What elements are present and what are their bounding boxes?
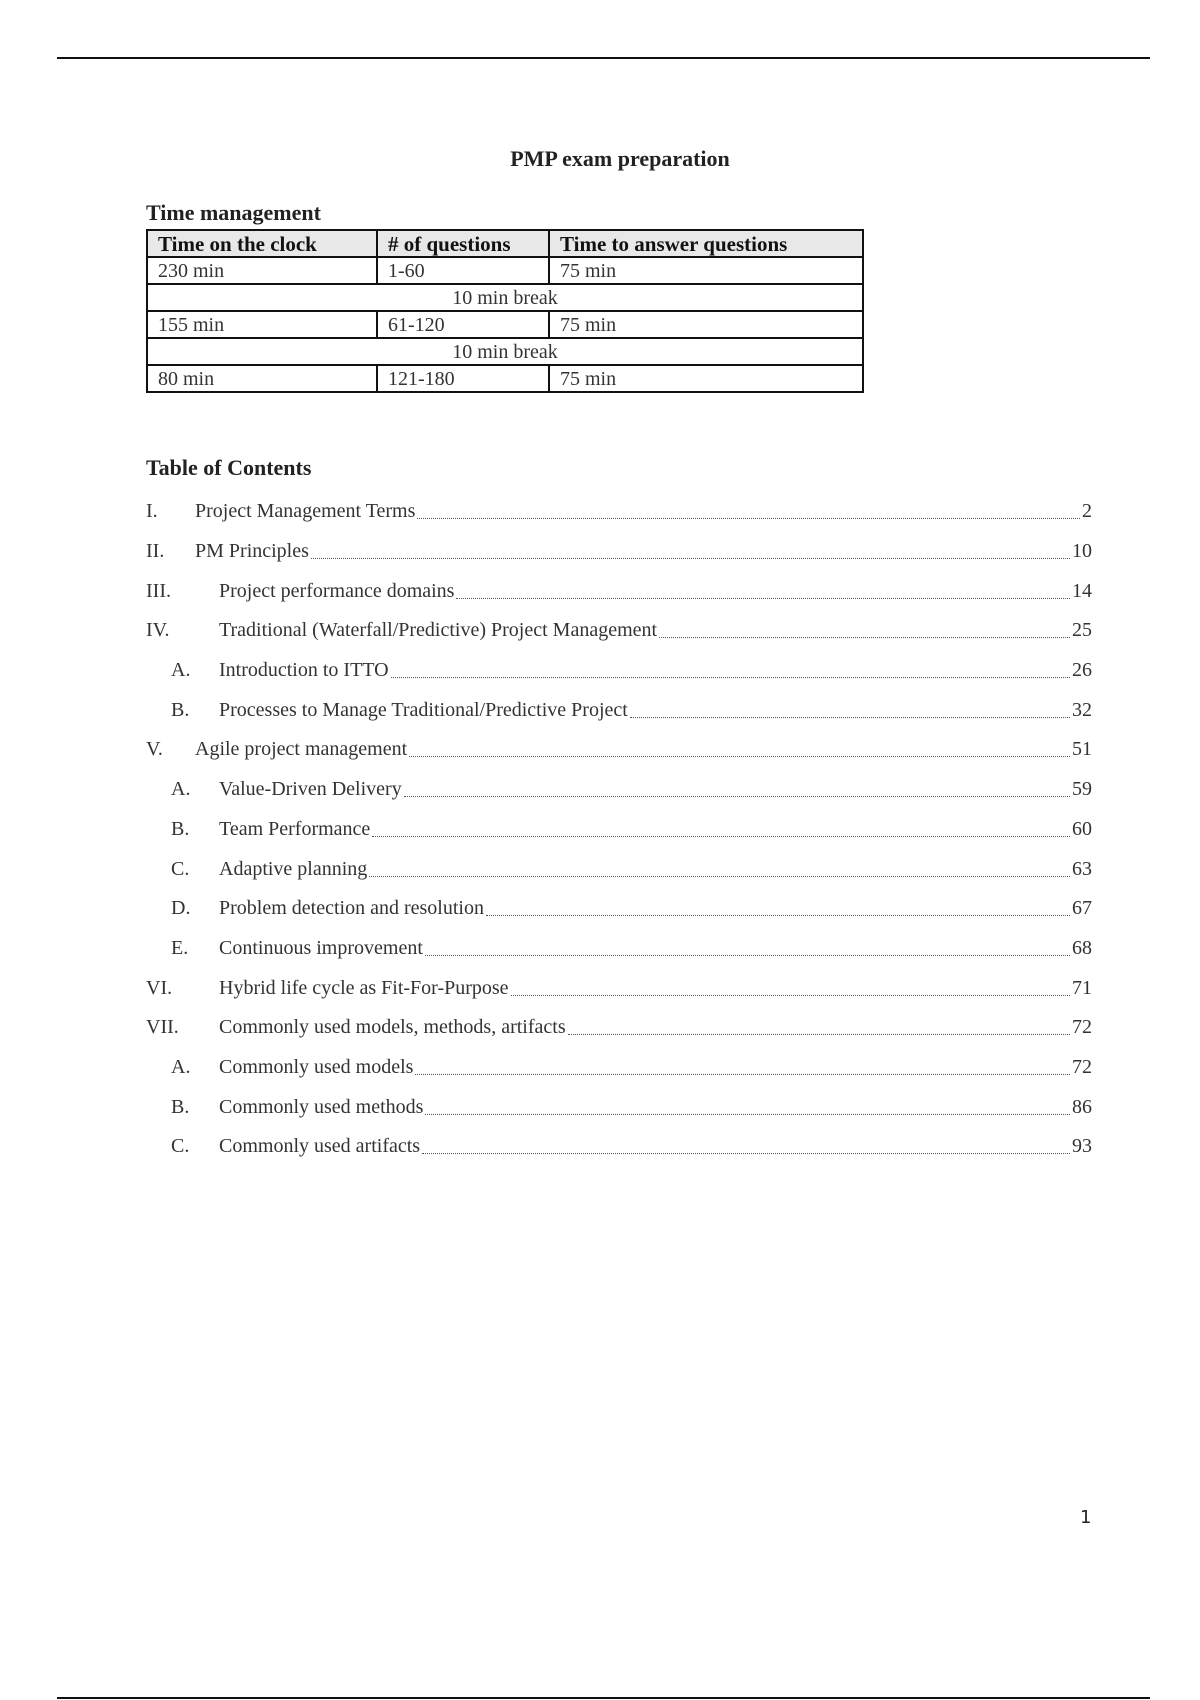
toc-entry-page: 60 [1072, 817, 1092, 840]
cell-time: 75 min [549, 257, 863, 284]
toc-leader-dots [369, 862, 1070, 877]
toc-leader-dots [391, 663, 1070, 678]
cell-time: 75 min [549, 311, 863, 338]
header-rule [57, 57, 1150, 59]
time-management-heading: Time management [146, 200, 321, 225]
toc-leader-dots [456, 584, 1070, 599]
cell-questions: 121-180 [377, 365, 549, 392]
column-header: # of questions [377, 230, 549, 257]
toc-entry-number: B. [171, 817, 190, 840]
toc-entry-title: Hybrid life cycle as Fit-For-Purpose [219, 976, 509, 999]
column-header: Time on the clock [147, 230, 377, 257]
toc-leader-dots [311, 544, 1070, 559]
toc-entry[interactable] [146, 1127, 1092, 1167]
toc-entry-number: V. [146, 738, 163, 761]
toc-entry-page: 72 [1072, 1055, 1092, 1078]
toc-entry-title: Continuous improvement [219, 936, 423, 959]
toc-entry-title: Project Management Terms [195, 500, 416, 523]
toc-entry[interactable] [146, 770, 1092, 810]
toc-entry[interactable] [146, 730, 1092, 770]
toc-entry-title: Value-Driven Delivery [219, 778, 402, 801]
toc-entry-number: I. [146, 500, 158, 523]
toc-entry-title: Commonly used methods [219, 1095, 424, 1118]
toc-entry[interactable] [146, 968, 1092, 1008]
toc-entry[interactable] [146, 810, 1092, 850]
cell-clock: 155 min [147, 311, 377, 338]
toc-entry-number: D. [171, 897, 191, 920]
toc-leader-dots [486, 901, 1070, 916]
toc-leader-dots [511, 981, 1070, 996]
toc-entry[interactable] [146, 1048, 1092, 1088]
toc-entry-page: 68 [1072, 936, 1092, 959]
toc-entry-number: VII. [146, 1016, 179, 1039]
table-header-row [147, 230, 863, 257]
toc-entry-title: Commonly used models [219, 1055, 414, 1078]
page-number: 1 [1080, 1507, 1092, 1528]
toc-entry-number: B. [171, 698, 190, 721]
toc-entry-page: 51 [1072, 738, 1092, 761]
table-row-break [147, 284, 863, 311]
toc-heading: Table of Contents [146, 455, 312, 480]
toc-entry-page: 2 [1082, 500, 1092, 523]
cell-time: 75 min [549, 365, 863, 392]
cell-clock: 230 min [147, 257, 377, 284]
toc-leader-dots [415, 1060, 1070, 1075]
toc-entry[interactable] [146, 849, 1092, 889]
table-row [147, 311, 863, 338]
toc-entry-page: 67 [1072, 897, 1092, 920]
toc-leader-dots [425, 1100, 1070, 1115]
toc-entry-number: IV. [146, 619, 170, 642]
toc-entry-page: 86 [1072, 1095, 1092, 1118]
toc-entry-title: Processes to Manage Traditional/Predictive Project [219, 698, 628, 721]
toc-entry-title: Traditional (Waterfall/Predictive) Project Management [219, 619, 658, 642]
toc-entry-number: C. [171, 1135, 190, 1158]
cell-clock: 80 min [147, 365, 377, 392]
toc-entry-number: VI. [146, 976, 173, 999]
toc-entry-page: 63 [1072, 857, 1092, 880]
toc-entry-title: Problem detection and resolution [219, 897, 484, 920]
toc-leader-dots [409, 742, 1070, 757]
table-of-contents [146, 492, 1092, 1167]
toc-leader-dots [568, 1020, 1070, 1035]
toc-leader-dots [417, 504, 1080, 519]
toc-entry-number: E. [171, 936, 189, 959]
toc-entry-number: A. [171, 778, 191, 801]
toc-entry-number: A. [171, 659, 191, 682]
cell-break: 10 min break [147, 284, 863, 311]
toc-entry[interactable] [146, 1087, 1092, 1127]
toc-entry-title: Adaptive planning [219, 857, 368, 880]
toc-entry[interactable] [146, 889, 1092, 929]
toc-entry-title: Agile project management [195, 738, 408, 761]
toc-entry[interactable] [146, 532, 1092, 572]
toc-entry[interactable] [146, 651, 1092, 691]
toc-entry-page: 59 [1072, 778, 1092, 801]
toc-entry-title: Introduction to ITTO [219, 659, 389, 682]
footer-rule [57, 1697, 1150, 1699]
table-row-break [147, 338, 863, 365]
toc-entry-page: 25 [1072, 619, 1092, 642]
document-title: PMP exam preparation [510, 146, 730, 171]
column-header: Time to answer questions [549, 230, 863, 257]
toc-entry-title: Team Performance [219, 817, 371, 840]
cell-break: 10 min break [147, 338, 863, 365]
toc-entry-page: 32 [1072, 698, 1092, 721]
toc-leader-dots [659, 623, 1070, 638]
toc-leader-dots [425, 941, 1070, 956]
toc-entry-number: B. [171, 1095, 190, 1118]
time-management-table [146, 229, 864, 393]
toc-entry-page: 26 [1072, 659, 1092, 682]
toc-entry-number: III. [146, 579, 171, 602]
table-row [147, 365, 863, 392]
toc-entry-page: 93 [1072, 1135, 1092, 1158]
toc-entry[interactable] [146, 492, 1092, 532]
toc-entry-title: Project performance domains [219, 579, 455, 602]
toc-entry[interactable] [146, 690, 1092, 730]
toc-entry[interactable] [146, 929, 1092, 969]
toc-entry-page: 14 [1072, 579, 1092, 602]
cell-questions: 61-120 [377, 311, 549, 338]
table-row [147, 257, 863, 284]
toc-entry-title: PM Principles [195, 540, 309, 563]
toc-entry-number: C. [171, 857, 190, 880]
toc-entry-page: 72 [1072, 1016, 1092, 1039]
toc-leader-dots [422, 1139, 1070, 1154]
toc-leader-dots [404, 782, 1070, 797]
toc-entry-number: II. [146, 540, 165, 563]
toc-entry[interactable] [146, 571, 1092, 611]
toc-entry-page: 10 [1072, 540, 1092, 563]
cell-questions: 1-60 [377, 257, 549, 284]
toc-entry[interactable] [146, 1008, 1092, 1048]
toc-entry[interactable] [146, 611, 1092, 651]
toc-leader-dots [372, 822, 1070, 837]
toc-entry-title: Commonly used artifacts [219, 1135, 421, 1158]
toc-entry-number: A. [171, 1055, 191, 1078]
toc-entry-page: 71 [1072, 976, 1092, 999]
toc-leader-dots [630, 703, 1070, 718]
toc-entry-title: Commonly used models, methods, artifacts [219, 1016, 566, 1039]
